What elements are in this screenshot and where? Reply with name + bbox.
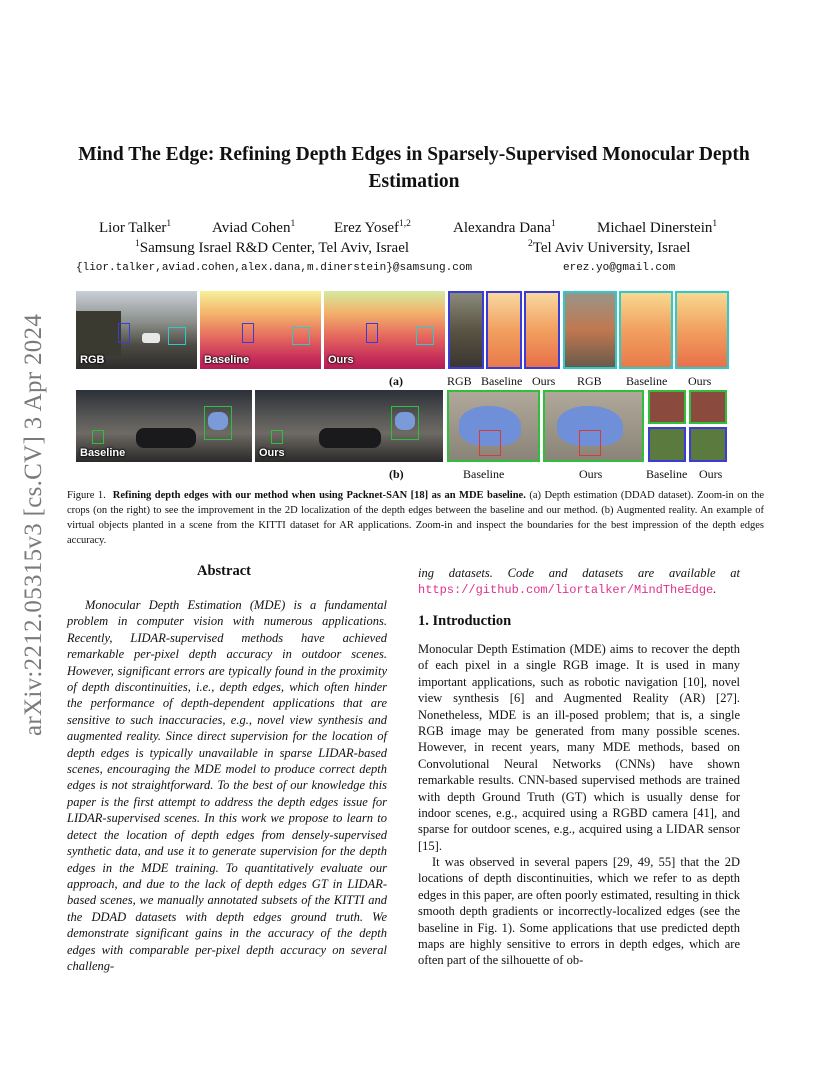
crop-b-small-ours-2 [689, 427, 727, 462]
figure-b-ours-scene [255, 390, 443, 462]
panel-label-baseline: Baseline [80, 447, 126, 459]
crop-label: Ours [699, 467, 723, 481]
crop-b-small-baseline-2 [648, 427, 686, 462]
crop-b-ours [543, 390, 644, 462]
crop-box-green [271, 430, 283, 444]
figure-row-b-marker: (b) [389, 467, 404, 481]
crop-label: Ours [688, 374, 712, 388]
panel-label-rgb: RGB [80, 354, 105, 366]
virtual-object-dino [395, 412, 415, 430]
tree-shape [76, 311, 121, 356]
panel-label-baseline: Baseline [204, 354, 250, 366]
crop-label: RGB [447, 374, 472, 388]
crop-b-baseline [447, 390, 540, 462]
affiliation-2: $^2$Tel Aviv University, Israel [528, 239, 691, 256]
figure-caption: Figure 1. Refining depth edges with our method when using Packnet-SAN [18] as an MDE baseline. (a) Depth estimation (DDAD dataset). Zoom-in on the crops (on the right) to see the improvement in the 2D localization of the depth edges between the baseline and our method. (b) Augmented reality. An example of virtual objects planted in a scene from the KITTI dataset for AR applications. Zoom-in and inspect the boundaries for the best impression of the depth edges accuracy. [67, 490, 765, 546]
abstract-continuation: ing datasets. Code and datasets are available at https://github.com/liortalker/MindTheEdge. [418, 566, 740, 598]
crop-a-ours-2 [675, 291, 729, 369]
crop-box-red [479, 430, 501, 456]
virtual-object-dino [208, 412, 228, 430]
crop-box-blue [118, 323, 130, 343]
car-shape [136, 428, 196, 448]
crop-a-baseline-1 [486, 291, 522, 369]
author-2: Aviad Cohen$^1$ [212, 219, 296, 236]
crop-box-blue [242, 323, 254, 343]
crop-label: Ours [532, 374, 556, 388]
crop-box-blue [366, 323, 378, 343]
abstract-text: Monocular Depth Estimation (MDE) is a fundamental problem in computer vision with numerous applications. Recently, LIDAR-supervised methods have achieved remarkable per-pixel depth accuracy in outdoor scenes. However, significant errors are typically found in the proximity of depth discontinuities, i.e., depth edges, which often hinder the performance of depth-dependent applications that are sensitive to such inaccuracies, e.g., novel view synthesis and augmented reality. Since direct supervision for the location of depth edges is typically unavailable in sparse LIDAR-based scenes, encouraging the MDE model to produce correct depth edges is not straightforward. To the best of our knowledge this paper is the first attempt to address the depth edges issue for LIDAR-supervised scenes. In this work we propose to learn to detect the location of depth edges from densely-supervised synthetic data, and use it to generate supervision for the depth edges in the MDE training. To quantitatively evaluate our approach, and due to the lack of depth edges GT in LIDAR-based scenes, we manually annotated subsets of the KITTI and the DDAD datasets with depth edges ground truth. We demonstrate significant gains in the accuracy of the depth edges with comparable per-pixel depth accuracy on several challeng- [67, 598, 387, 973]
crop-b-small-baseline-1 [648, 390, 686, 424]
paper-title: Mind The Edge: Refining Depth Edges in Sparsely-Supervised Monocular Depth Estimation [78, 144, 750, 192]
crop-box-cyan [292, 327, 310, 345]
crop-a-ours-1 [524, 291, 560, 369]
crop-box-cyan [416, 327, 434, 345]
figure-caption-bold: Refining depth edges with our method when using Packnet-SAN [18] as an MDE baseline. [112, 490, 526, 501]
author-3: Erez Yosef$^{1,2}$ [334, 219, 411, 236]
author-4: Alexandra Dana$^1$ [453, 219, 556, 236]
crop-label: Baseline [463, 467, 505, 481]
figure-b-baseline-scene [76, 390, 252, 462]
crop-box-red [579, 430, 601, 456]
crop-label: RGB [577, 374, 602, 388]
intro-paragraph-2: It was observed in several papers [29, 49, 55] that the 2D locations of depth discontinuities, which we refer to as depth edges in this paper, are often poorly estimated, resulting in thick smooth depth gradients or incorrectly-localized edges (see the baseline in Fig. 1). Some applications that use predicted depth maps are highly sensitive to errors in depth edges, which are often part of the silhouette of ob- [418, 855, 740, 968]
code-url-link[interactable]: https://github.com/liortalker/MindTheEdge [418, 583, 714, 598]
crop-box-cyan [168, 327, 186, 345]
car-shape [319, 428, 381, 448]
intro-paragraph-1: Monocular Depth Estimation (MDE) aims to recover the depth of each pixel in a single RGB image. It is used in many important applications, such as robotic navigation [10], novel view synthesis [6] and Augmented Reality (AR) [27]. Nonetheless, MDE is an ill-posed problem; that is, a single RGB image may be generated from many possible scenes. However, in recent years, many MDE methods, based on Convolutional Neural Networks (CNNs) have shown remarkable results. CNN-based supervised methods are trained with depth Ground Truth (GT) which is usually dense for indoor scenes, e.g., acquired using a RGBD camera [41], and sparse for outdoor scenes, e.g., acquired using a LIDAR sensor [15]. [418, 642, 740, 853]
arxiv-identifier: arXiv:2212.05315v3 [cs.CV] 3 Apr 2024 [20, 313, 47, 737]
affiliation-1: $^1$Samsung Israel R&D Center, Tel Aviv, Israel [135, 239, 410, 256]
author-5: Michael Dinerstein$^1$ [597, 219, 718, 236]
crop-label: Baseline [626, 374, 668, 388]
crop-b-small-ours-1 [689, 390, 727, 424]
email-samsung[interactable]: {lior.talker,aviad.cohen,alex.dana,m.dinerstein}@samsung.com [76, 262, 473, 274]
figure-a-baseline-depth [200, 291, 321, 369]
abstract-heading: Abstract [197, 563, 251, 579]
figure-a-ours-depth [324, 291, 445, 369]
crop-a-rgb-1 [448, 291, 484, 369]
crop-a-baseline-2 [619, 291, 673, 369]
crop-a-rgb-2 [563, 291, 617, 369]
crop-label: Baseline [481, 374, 523, 388]
crop-label: Baseline [646, 467, 688, 481]
email-other[interactable]: erez.yo@gmail.com [563, 262, 676, 274]
panel-label-ours: Ours [259, 447, 285, 459]
panel-label-ours: Ours [328, 354, 354, 366]
figure-row-a-marker: (a) [389, 374, 403, 388]
crop-label: Ours [579, 467, 603, 481]
figure-a-rgb-image [76, 291, 197, 369]
author-1: Lior Talker$^1$ [99, 219, 172, 236]
intro-heading: 1. Introduction [418, 613, 512, 629]
crop-box-green [92, 430, 104, 444]
car-shape [142, 333, 160, 343]
